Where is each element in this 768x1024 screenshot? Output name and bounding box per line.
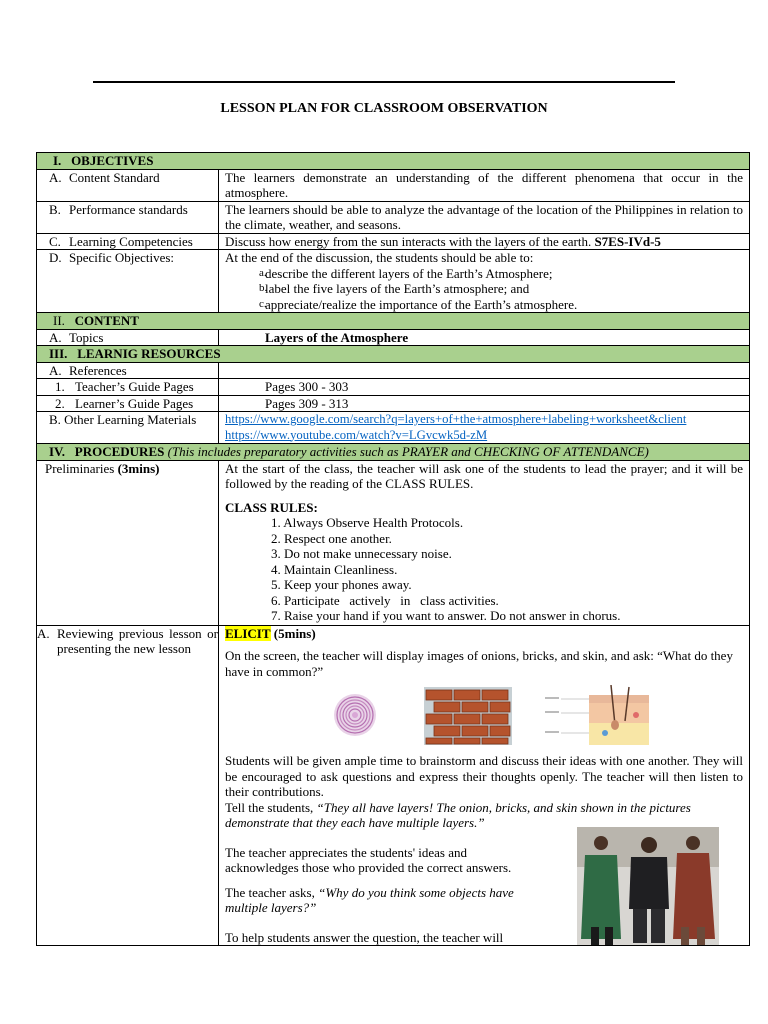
row-letter: A. bbox=[37, 625, 50, 641]
references-row bbox=[37, 362, 750, 379]
row-letter: D. bbox=[49, 250, 62, 265]
youtube-link[interactable]: https://www.youtube.com/watch?v=LGvcwk5d-zM bbox=[225, 427, 488, 442]
list-item: 5. Keep your phones away. bbox=[271, 577, 412, 592]
bricks-image bbox=[424, 687, 512, 745]
row-number: 1. bbox=[55, 379, 65, 394]
teacher-help-text: To help students answer the question, the teacher will bbox=[225, 929, 504, 945]
section-title: LEARNIG RESOURCES bbox=[77, 346, 221, 361]
teacher-appreciation-text: The teacher appreciates the students' ideas and acknowledges those who provided the correct answers. bbox=[225, 844, 512, 875]
competency-text: Discuss how energy from the sun interacts with the layers of the earth. bbox=[225, 233, 592, 249]
class-rules-list bbox=[225, 515, 743, 624]
content-header-row bbox=[37, 313, 750, 330]
section-number: IV. bbox=[49, 444, 66, 459]
row-label: Topics bbox=[69, 329, 104, 345]
section-title: CONTENT bbox=[74, 313, 139, 328]
row-label: Teacher’s Guide Pages bbox=[75, 379, 194, 394]
section-note: (This includes preparatory activities such as PRAYER and CHECKING OF ATTENDANCE) bbox=[167, 444, 649, 459]
section-title: PROCEDURES bbox=[74, 444, 165, 459]
class-rules-title: CLASS RULES: bbox=[225, 499, 318, 515]
list-item: 7. Raise your hand if you want to answer. Do not answer in chorus. bbox=[271, 608, 621, 623]
preliminaries-row bbox=[37, 460, 750, 625]
row-label: B. Other Learning Materials bbox=[37, 412, 219, 444]
list-item bbox=[225, 297, 743, 313]
teacher-asks-quote: “Why do you think some objects have multiple layers?” bbox=[225, 884, 514, 915]
tell-students-quote: “They all have layers! The onion, bricks, and skin shown in the pictures demonstrate that they each have multiple layers.” bbox=[225, 799, 691, 830]
list-marker: b. bbox=[259, 282, 268, 294]
row-label: References bbox=[69, 362, 127, 378]
objectives-list bbox=[225, 266, 743, 313]
row-letter: A. bbox=[49, 169, 62, 185]
skin-layers-image bbox=[541, 685, 651, 747]
row-letter: A. bbox=[49, 329, 62, 345]
objectives-intro: At the end of the discussion, the students should be able to: bbox=[225, 250, 534, 265]
list-marker: a. bbox=[259, 266, 267, 279]
list-marker: c. bbox=[259, 297, 267, 310]
row-label: Content Standard bbox=[69, 169, 160, 185]
lesson-plan-table bbox=[36, 152, 750, 946]
section-title: OBJECTIVES bbox=[71, 153, 154, 168]
top-rule bbox=[93, 81, 675, 83]
learning-competencies-row bbox=[37, 233, 750, 250]
list-item: 3. Do not make unnecessary noise. bbox=[271, 546, 452, 561]
elicit-instruction: On the screen, the teacher will display images of onions, bricks, and skin, and ask: “What do they have in common?” bbox=[225, 648, 733, 679]
row-label: Performance standards bbox=[69, 201, 188, 217]
tell-students-lead: Tell the students, bbox=[225, 799, 317, 815]
elicit-row bbox=[37, 625, 750, 946]
row-label: Learner’s Guide Pages bbox=[75, 395, 194, 411]
learners-guide-row bbox=[37, 395, 750, 412]
row-label: Preliminaries bbox=[45, 460, 115, 476]
list-item: 6. Participate actively in class activities. bbox=[271, 592, 499, 608]
section-number: II. bbox=[53, 313, 65, 328]
people-layered-clothing-image bbox=[577, 827, 719, 946]
objectives-header-row bbox=[37, 153, 750, 170]
performance-standards-row bbox=[37, 201, 750, 233]
row-letter: B. bbox=[49, 201, 61, 217]
onion-image bbox=[333, 693, 377, 737]
resources-header-row bbox=[37, 346, 750, 363]
teachers-guide-row bbox=[37, 379, 750, 396]
procedures-header-row bbox=[37, 444, 750, 461]
content-standard-row bbox=[37, 169, 750, 201]
step-label bbox=[37, 626, 218, 657]
time-allotment: (5mins) bbox=[273, 625, 316, 641]
elicit-brainstorm-text: Students will be given ample time to brainstorm and discuss their ideas with one another. They will be encouraged to ask questions and express their thoughts openly. The teacher will then listen to their contributions. bbox=[225, 753, 743, 799]
row-label: Reviewing previous lesson or presenting the new lesson bbox=[57, 625, 218, 656]
teacher-asks-lead: The teacher asks, bbox=[225, 884, 319, 900]
row-letter: A. bbox=[49, 362, 62, 378]
elicit-label: ELICIT bbox=[225, 625, 271, 641]
section-number: I. bbox=[53, 153, 62, 168]
time-allotment: (3mins) bbox=[117, 460, 160, 476]
performance-standards-text: The learners should be able to analyze the advantage of the location of the Philippines in relation to the climate, weather, and seasons. bbox=[219, 201, 750, 233]
competency-code: S7ES-IVd-5 bbox=[594, 233, 661, 249]
document-title: LESSON PLAN FOR CLASSROOM OBSERVATION bbox=[220, 101, 548, 116]
other-materials-row bbox=[37, 412, 750, 444]
topic-title: Layers of the Atmosphere bbox=[265, 329, 409, 345]
row-label: Learning Competencies bbox=[69, 233, 193, 249]
google-link[interactable]: https://www.google.com/search?q=layers+of+the+atmosphere+labeling+worksheet&client bbox=[225, 412, 687, 426]
list-item: 1. Always Observe Health Protocols. bbox=[271, 515, 464, 530]
list-text: appreciate/realize the importance of the Earth’s atmosphere. bbox=[265, 296, 578, 312]
content-standard-text: The learners demonstrate an understanding of the different phenomena that occur in the atmosphere. bbox=[219, 169, 750, 201]
row-letter: C. bbox=[49, 233, 61, 249]
row-label: Specific Objectives: bbox=[69, 250, 175, 265]
teachers-guide-pages: Pages 300 - 303 bbox=[219, 379, 750, 396]
learners-guide-pages: Pages 309 - 313 bbox=[219, 395, 750, 412]
list-item: 2. Respect one another. bbox=[271, 530, 392, 546]
section-number: III. bbox=[49, 346, 68, 361]
list-item bbox=[225, 281, 743, 297]
list-text: label the five layers of the Earth’s atmosphere; and bbox=[265, 281, 530, 296]
preliminaries-text: At the start of the class, the teacher will ask one of the students to lead the prayer; and it will be followed by the reading of the CLASS RULES. bbox=[225, 460, 743, 491]
list-text: describe the different layers of the Earth’s Atmosphere; bbox=[265, 265, 553, 281]
list-item: 4. Maintain Cleanliness. bbox=[271, 561, 398, 577]
row-number: 2. bbox=[55, 395, 65, 411]
list-item bbox=[225, 266, 743, 282]
topics-row bbox=[37, 329, 750, 346]
specific-objectives-row bbox=[37, 250, 750, 313]
example-images bbox=[225, 685, 743, 749]
